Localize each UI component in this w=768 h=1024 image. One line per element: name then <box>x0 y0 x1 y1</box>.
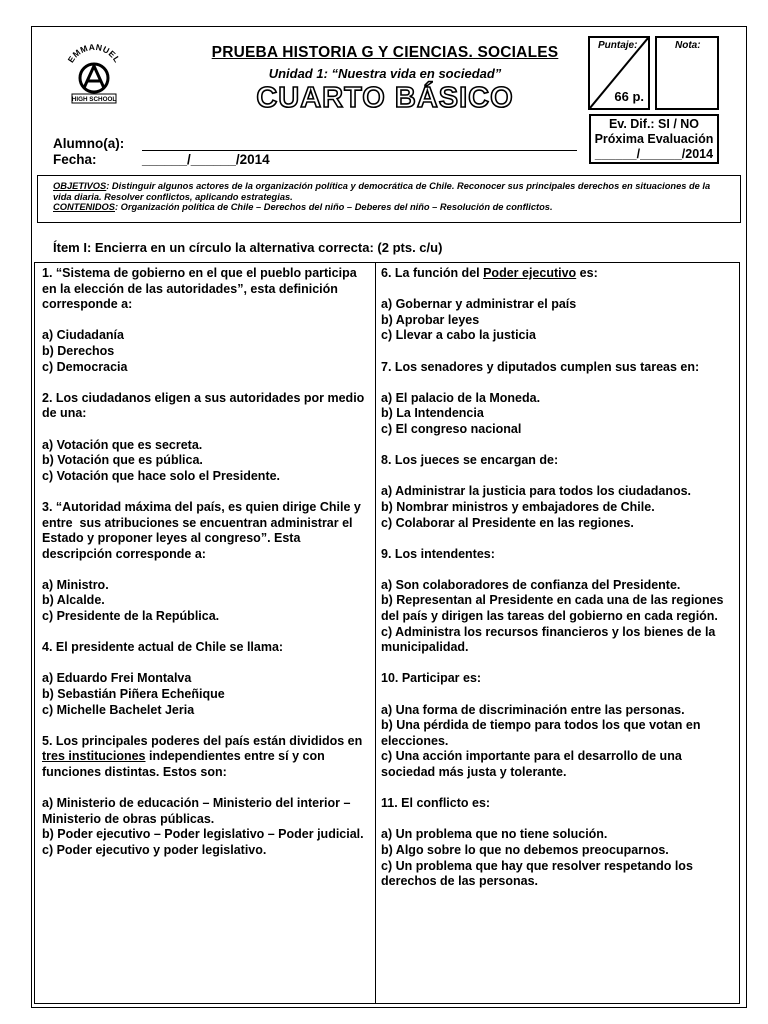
question-3: 3. “Autoridad máxima del país, es quien dirige Chile y entre sus atribuciones se encuentran administrar el Estado y proponer leyes al congreso”. Esta descripción corresponde a: <box>42 499 365 561</box>
date-label: Fecha: <box>53 152 97 167</box>
question-11: 11. El conflicto es: <box>381 796 491 811</box>
left-column <box>42 266 367 859</box>
question-7: 7. Los senadores y diputados cumplen sus tareas en: <box>381 359 700 374</box>
q3-option-b[interactable]: b) Alcalde. <box>42 593 105 608</box>
puntaje-label: Puntaje: <box>598 40 638 51</box>
q8-option-c[interactable]: c) Colaborar al Presidente en las regiones. <box>381 515 634 530</box>
q10-option-b[interactable]: b) Una pérdida de tiempo para todos los que votan en elecciones. <box>381 718 704 748</box>
q1-option-b[interactable]: b) Derechos <box>42 343 115 358</box>
evaluation-box <box>589 114 719 164</box>
q11-option-b[interactable]: b) Algo sobre lo que no debemos preocuparnos. <box>381 842 669 857</box>
q7-option-b[interactable]: b) La Intendencia <box>381 406 484 421</box>
student-name-label: Alumno(a): <box>53 136 125 151</box>
objectives-label: OBJETIVOS <box>53 181 107 191</box>
column-divider <box>375 262 376 1004</box>
q8-option-a[interactable]: a) Administrar la justicia para todos los ciudadanos. <box>381 484 692 499</box>
question-8: 8. Los jueces se encargan de: <box>381 453 559 468</box>
q3-option-c[interactable]: c) Presidente de la República. <box>42 609 220 624</box>
points-value: 66 p. <box>614 89 644 104</box>
right-column <box>381 266 733 890</box>
next-eval-date: ______/______/2014 <box>594 147 714 161</box>
item-heading: Ítem I: Encierra en un círculo la alternativa correcta: (2 pts. c/u) <box>53 240 443 255</box>
next-eval-line: Próxima Evaluación <box>594 132 714 146</box>
q2-option-c[interactable]: c) Votación que hace solo el Presidente. <box>42 468 281 483</box>
q1-option-c[interactable]: c) Democracia <box>42 359 128 374</box>
exam-title: PRUEBA HISTORIA G Y CIENCIAS. SOCIALES <box>211 44 559 61</box>
q10-option-c[interactable]: c) Una acción importante para el desarrollo de una sociedad más justa y tolerante. <box>381 749 686 779</box>
q3-option-a[interactable]: a) Ministro. <box>42 577 109 592</box>
question-1: 1. “Sistema de gobierno en el que el pueblo participa en la elección de las autoridades”, esta definición corresponde a: <box>42 266 361 312</box>
contents-text: : Organización política de Chile – Derechos del niño – Deberes del niño – Resolución de conflictos. <box>114 202 553 213</box>
score-box <box>588 36 650 110</box>
question-10: 10. Participar es: <box>381 671 482 686</box>
q8-option-b[interactable]: b) Nombrar ministros y embajadores de Chile. <box>381 499 655 514</box>
question-9: 9. Los intendentes: <box>381 546 495 561</box>
q1-option-a[interactable]: a) Ciudadanía <box>42 328 124 343</box>
question-4: 4. El presidente actual de Chile se llama: <box>42 640 284 655</box>
q9-option-b[interactable]: b) Representan al Presidente en cada una de las regiones del país y dirigen las tareas del gobierno en cada región. <box>381 593 727 624</box>
grade-box <box>655 36 719 110</box>
objectives-text: : Distinguir algunos actores de la organización política y democrática de Chile. Reconocer sus principales derechos en situaciones de la vida diaria. Resolver conflictos, aplicando estrategias. <box>53 181 711 202</box>
q9-option-c[interactable]: c) Administra los recursos financieros y los bienes de la municipalidad. <box>381 624 719 655</box>
date-field[interactable]: ______/______/2014 <box>142 152 270 167</box>
q4-option-a[interactable]: a) Eduardo Frei Montalva <box>42 671 192 686</box>
ev-dif-line: Ev. Dif.: SI / NO <box>608 117 700 131</box>
q6-option-b[interactable]: b) Aprobar leyes <box>381 312 480 327</box>
school-logo <box>60 38 128 106</box>
question-5: 5. Los principales poderes del país están divididos en tres instituciones independientes entre sí y con funciones distintas. Estos son: <box>42 733 366 779</box>
q4-option-b[interactable]: b) Sebastián Piñera Echeñique <box>42 687 225 702</box>
nota-label: Nota: <box>675 40 701 51</box>
q10-option-a[interactable]: a) Una forma de discriminación entre las personas. <box>381 702 685 717</box>
q7-option-a[interactable]: a) El palacio de la Moneda. <box>381 390 541 405</box>
q6-option-c[interactable]: c) Llevar a cabo la justicia <box>381 328 536 343</box>
contents-label: CONTENIDOS <box>53 202 115 213</box>
svg-text:EMMANUEL: EMMANUEL <box>65 41 123 65</box>
student-name-field[interactable] <box>142 150 577 151</box>
q9-option-a[interactable]: a) Son colaboradores de confianza del Presidente. <box>381 577 681 592</box>
q5-option-c[interactable]: c) Poder ejecutivo y poder legislativo. <box>42 842 267 857</box>
q11-option-c[interactable]: c) Un problema que hay que resolver respetando los derechos de las personas. <box>381 858 697 889</box>
q5-option-a[interactable]: a) Ministerio de educación – Ministerio del interior – Ministerio de obras públicas. <box>42 796 354 826</box>
q7-option-c[interactable]: c) El congreso nacional <box>381 421 522 436</box>
q4-option-c[interactable]: c) Michelle Bachelet Jeria <box>42 702 195 717</box>
q2-option-b[interactable]: b) Votación que es pública. <box>42 453 203 468</box>
q6-option-a[interactable]: a) Gobernar y administrar el país <box>381 297 577 312</box>
objectives-box <box>37 175 741 223</box>
question-2: 2. Los ciudadanos eligen a sus autoridades por medio de una: <box>42 390 368 421</box>
grade-title: CUARTO BÁSICO <box>256 82 514 114</box>
svg-text:HIGH SCHOOL: HIGH SCHOOL <box>71 96 117 103</box>
q5-option-b[interactable]: b) Poder ejecutivo – Poder legislativo – Poder judicial. <box>42 827 364 842</box>
question-6: 6. La función del Poder ejecutivo es: <box>381 266 598 280</box>
q2-option-a[interactable]: a) Votación que es secreta. <box>42 437 203 452</box>
unit-subtitle: Unidad 1: “Nuestra vida en sociedad” <box>268 66 502 81</box>
q11-option-a[interactable]: a) Un problema que no tiene solución. <box>381 827 608 842</box>
